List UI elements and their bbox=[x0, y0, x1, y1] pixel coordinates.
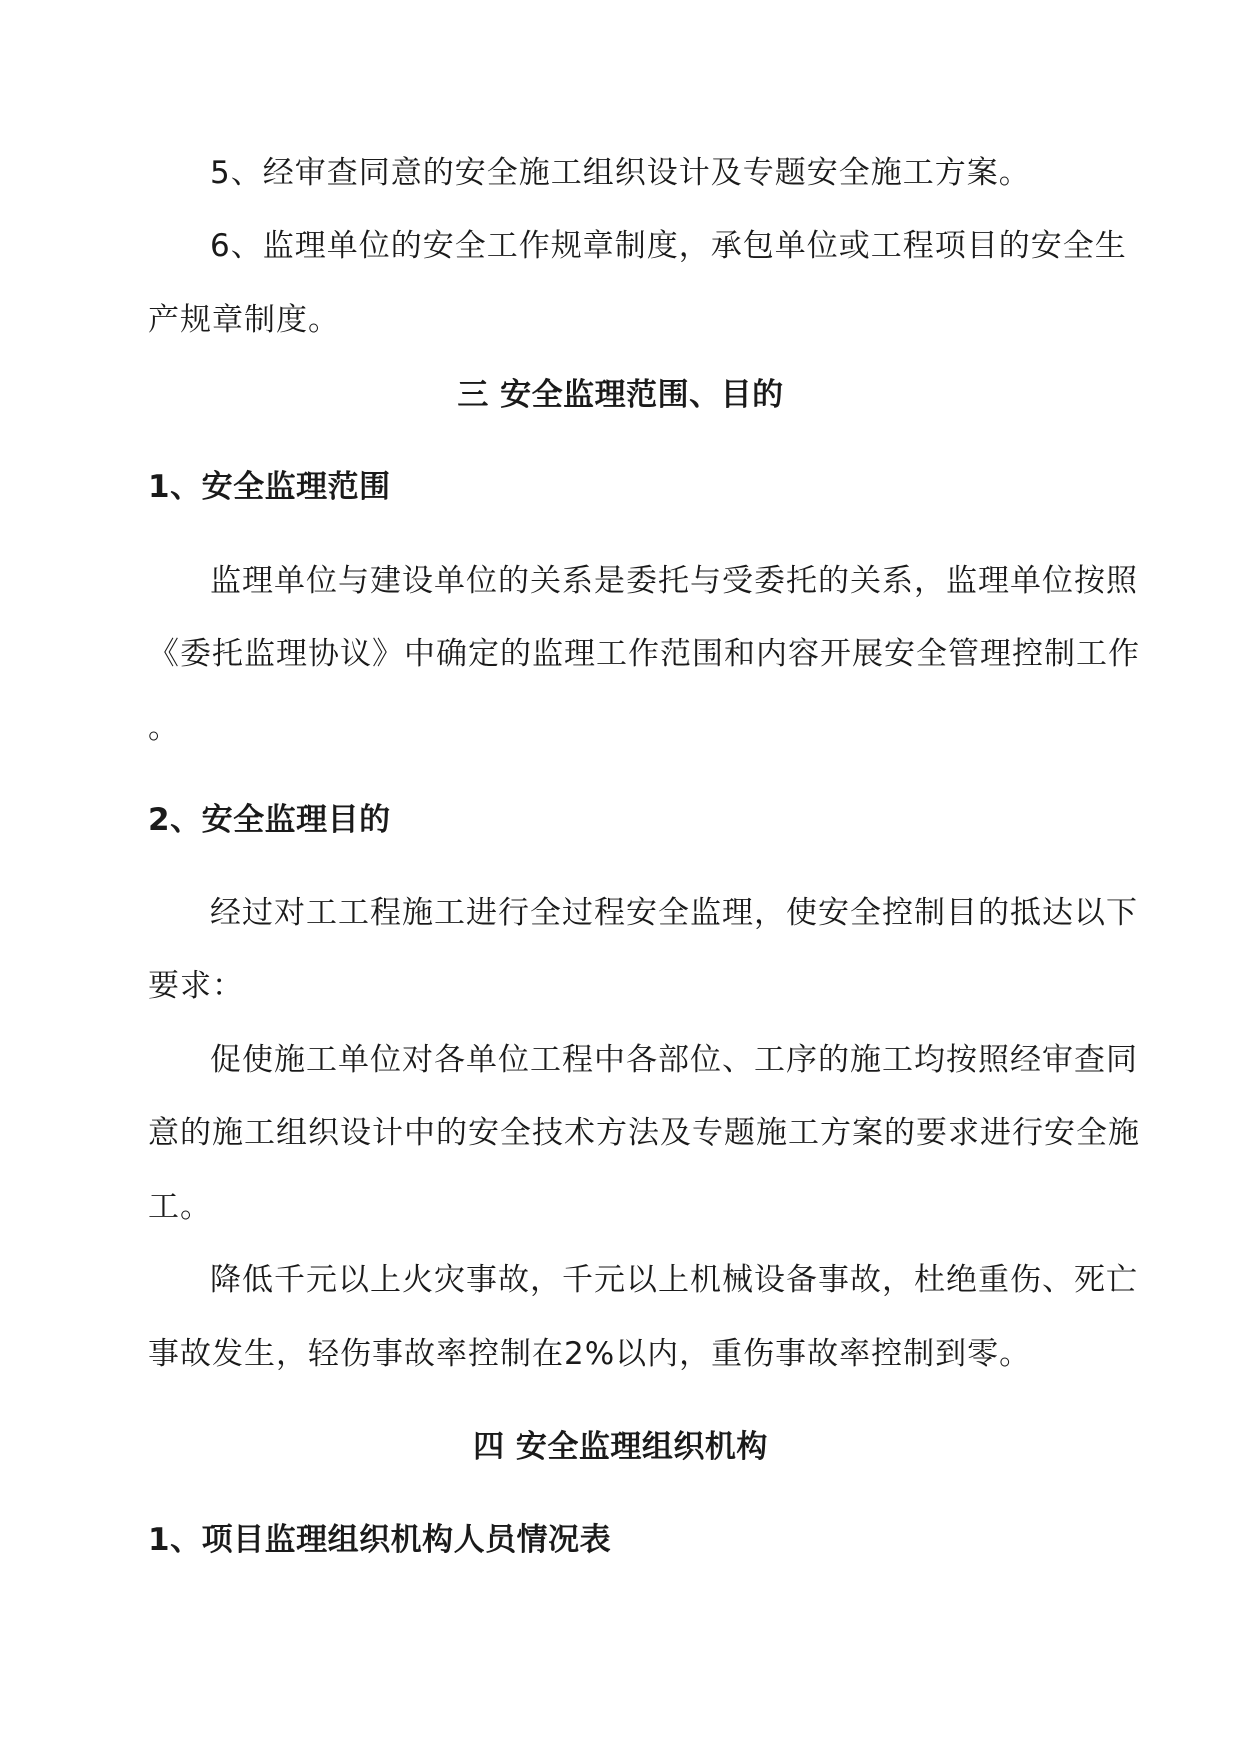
paragraph-requirement-line-2: 意的施工组织设计中的安全技术方法及专题施工方案的要求进行安全施 bbox=[148, 1115, 1140, 1151]
paragraph-requirement-line-3: 工。 bbox=[148, 1189, 212, 1225]
paragraph-scope-line-3: 。 bbox=[148, 710, 180, 746]
paragraph-scope-line-1: 监理单位与建设单位的关系是委托与受委托的关系，监理单位按照 bbox=[210, 563, 1138, 599]
item-6-text: 6、监理单位的安全工作规章制度，承包单位或工程项目的安全生 bbox=[210, 228, 1127, 264]
paragraph-accident-line-1: 降低千元以上火灾事故，千元以上机械设备事故，杜绝重伤、死亡 bbox=[210, 1262, 1138, 1298]
section-3-title: 三 安全监理范围、目的 bbox=[457, 377, 784, 413]
item-5-text: 5、经审查同意的安全施工组织设计及专题安全施工方案。 bbox=[210, 155, 1031, 191]
paragraph-scope-line-2: 《委托监理协议》中确定的监理工作范围和内容开展安全管理控制工作 bbox=[148, 636, 1140, 672]
subsection-4-1-title: 1、项目监理组织机构人员情况表 bbox=[148, 1522, 612, 1558]
item-6-text-continued: 产规章制度。 bbox=[148, 302, 340, 338]
paragraph-accident-line-2: 事故发生，轻伤事故率控制在2%以内，重伤事故率控制到零。 bbox=[148, 1336, 1032, 1372]
subsection-3-1-title: 1、安全监理范围 bbox=[148, 469, 391, 505]
paragraph-goal-line-1: 经过对工工程施工进行全过程安全监理，使安全控制目的抵达以下 bbox=[210, 895, 1138, 931]
paragraph-goal-line-2: 要求： bbox=[148, 968, 244, 1004]
paragraph-requirement-line-1: 促使施工单位对各单位工程中各部位、工序的施工均按照经审查同 bbox=[210, 1042, 1138, 1078]
section-4-title: 四 安全监理组织机构 bbox=[473, 1429, 768, 1465]
subsection-3-2-title: 2、安全监理目的 bbox=[148, 802, 391, 838]
